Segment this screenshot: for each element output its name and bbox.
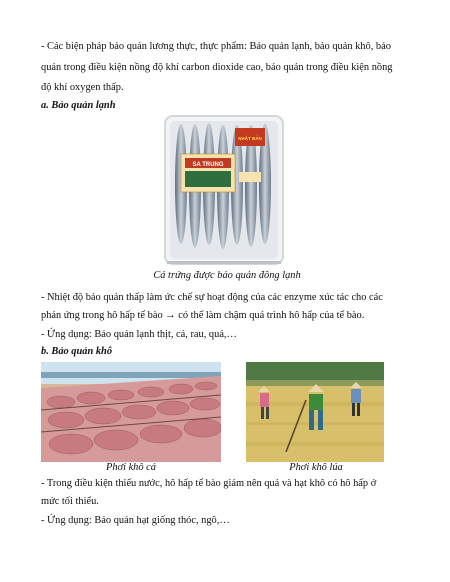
intro-line-3: độ khí oxygen thấp. xyxy=(41,82,124,93)
intro-line-2: quản trong điều kiện nồng độ khí carbon dioxide cao, bảo quản trong điều kiện nồng xyxy=(41,62,393,73)
section-a-usage: - Ứng dụng: Bảo quản lạnh thịt, cá, rau, quả,… xyxy=(41,329,237,340)
package-label-text: SA TRUNG xyxy=(192,162,224,168)
caption-drying-fish: Phơi khô cá xyxy=(106,462,156,473)
drying-rice-photo xyxy=(246,362,384,462)
caption-drying-rice: Phơi khô lúa xyxy=(289,462,343,473)
frozen-fish-package-image xyxy=(163,114,285,266)
section-a-para-line-1: - Nhiệt độ bảo quản thấp làm ức chế sự hoạt động của các enzyme xúc tác cho các xyxy=(41,292,383,303)
section-b-para-line-1: - Trong điều kiện thiếu nước, hô hấp tế bào giảm nên quả và hạt khô có hô hấp ở xyxy=(41,478,377,489)
intro-line-1: - Các biện pháp bảo quản lương thực, thực phẩm: Bảo quản lạnh, bảo quản khô, bảo xyxy=(41,41,391,52)
section-b-para-line-2: mức tối thiểu. xyxy=(41,496,99,507)
caption-frozen-fish: Cá trứng được bảo quản đông lạnh xyxy=(153,270,301,281)
section-a-para-line-2: phản ứng trong hô hấp tế bào → có thể làm chậm quá trình hô hấp của tế bào. xyxy=(41,310,365,321)
heading-section-a: a. Bảo quản lạnh xyxy=(41,100,116,111)
heading-section-b: b. Bảo quản khô xyxy=(41,346,113,357)
drying-fish-photo xyxy=(41,362,221,462)
package-brand-text: NHẬT BẢN xyxy=(238,136,262,141)
section-b-usage: - Ứng dụng: Bảo quản hạt giống thóc, ngô,… xyxy=(41,515,230,526)
